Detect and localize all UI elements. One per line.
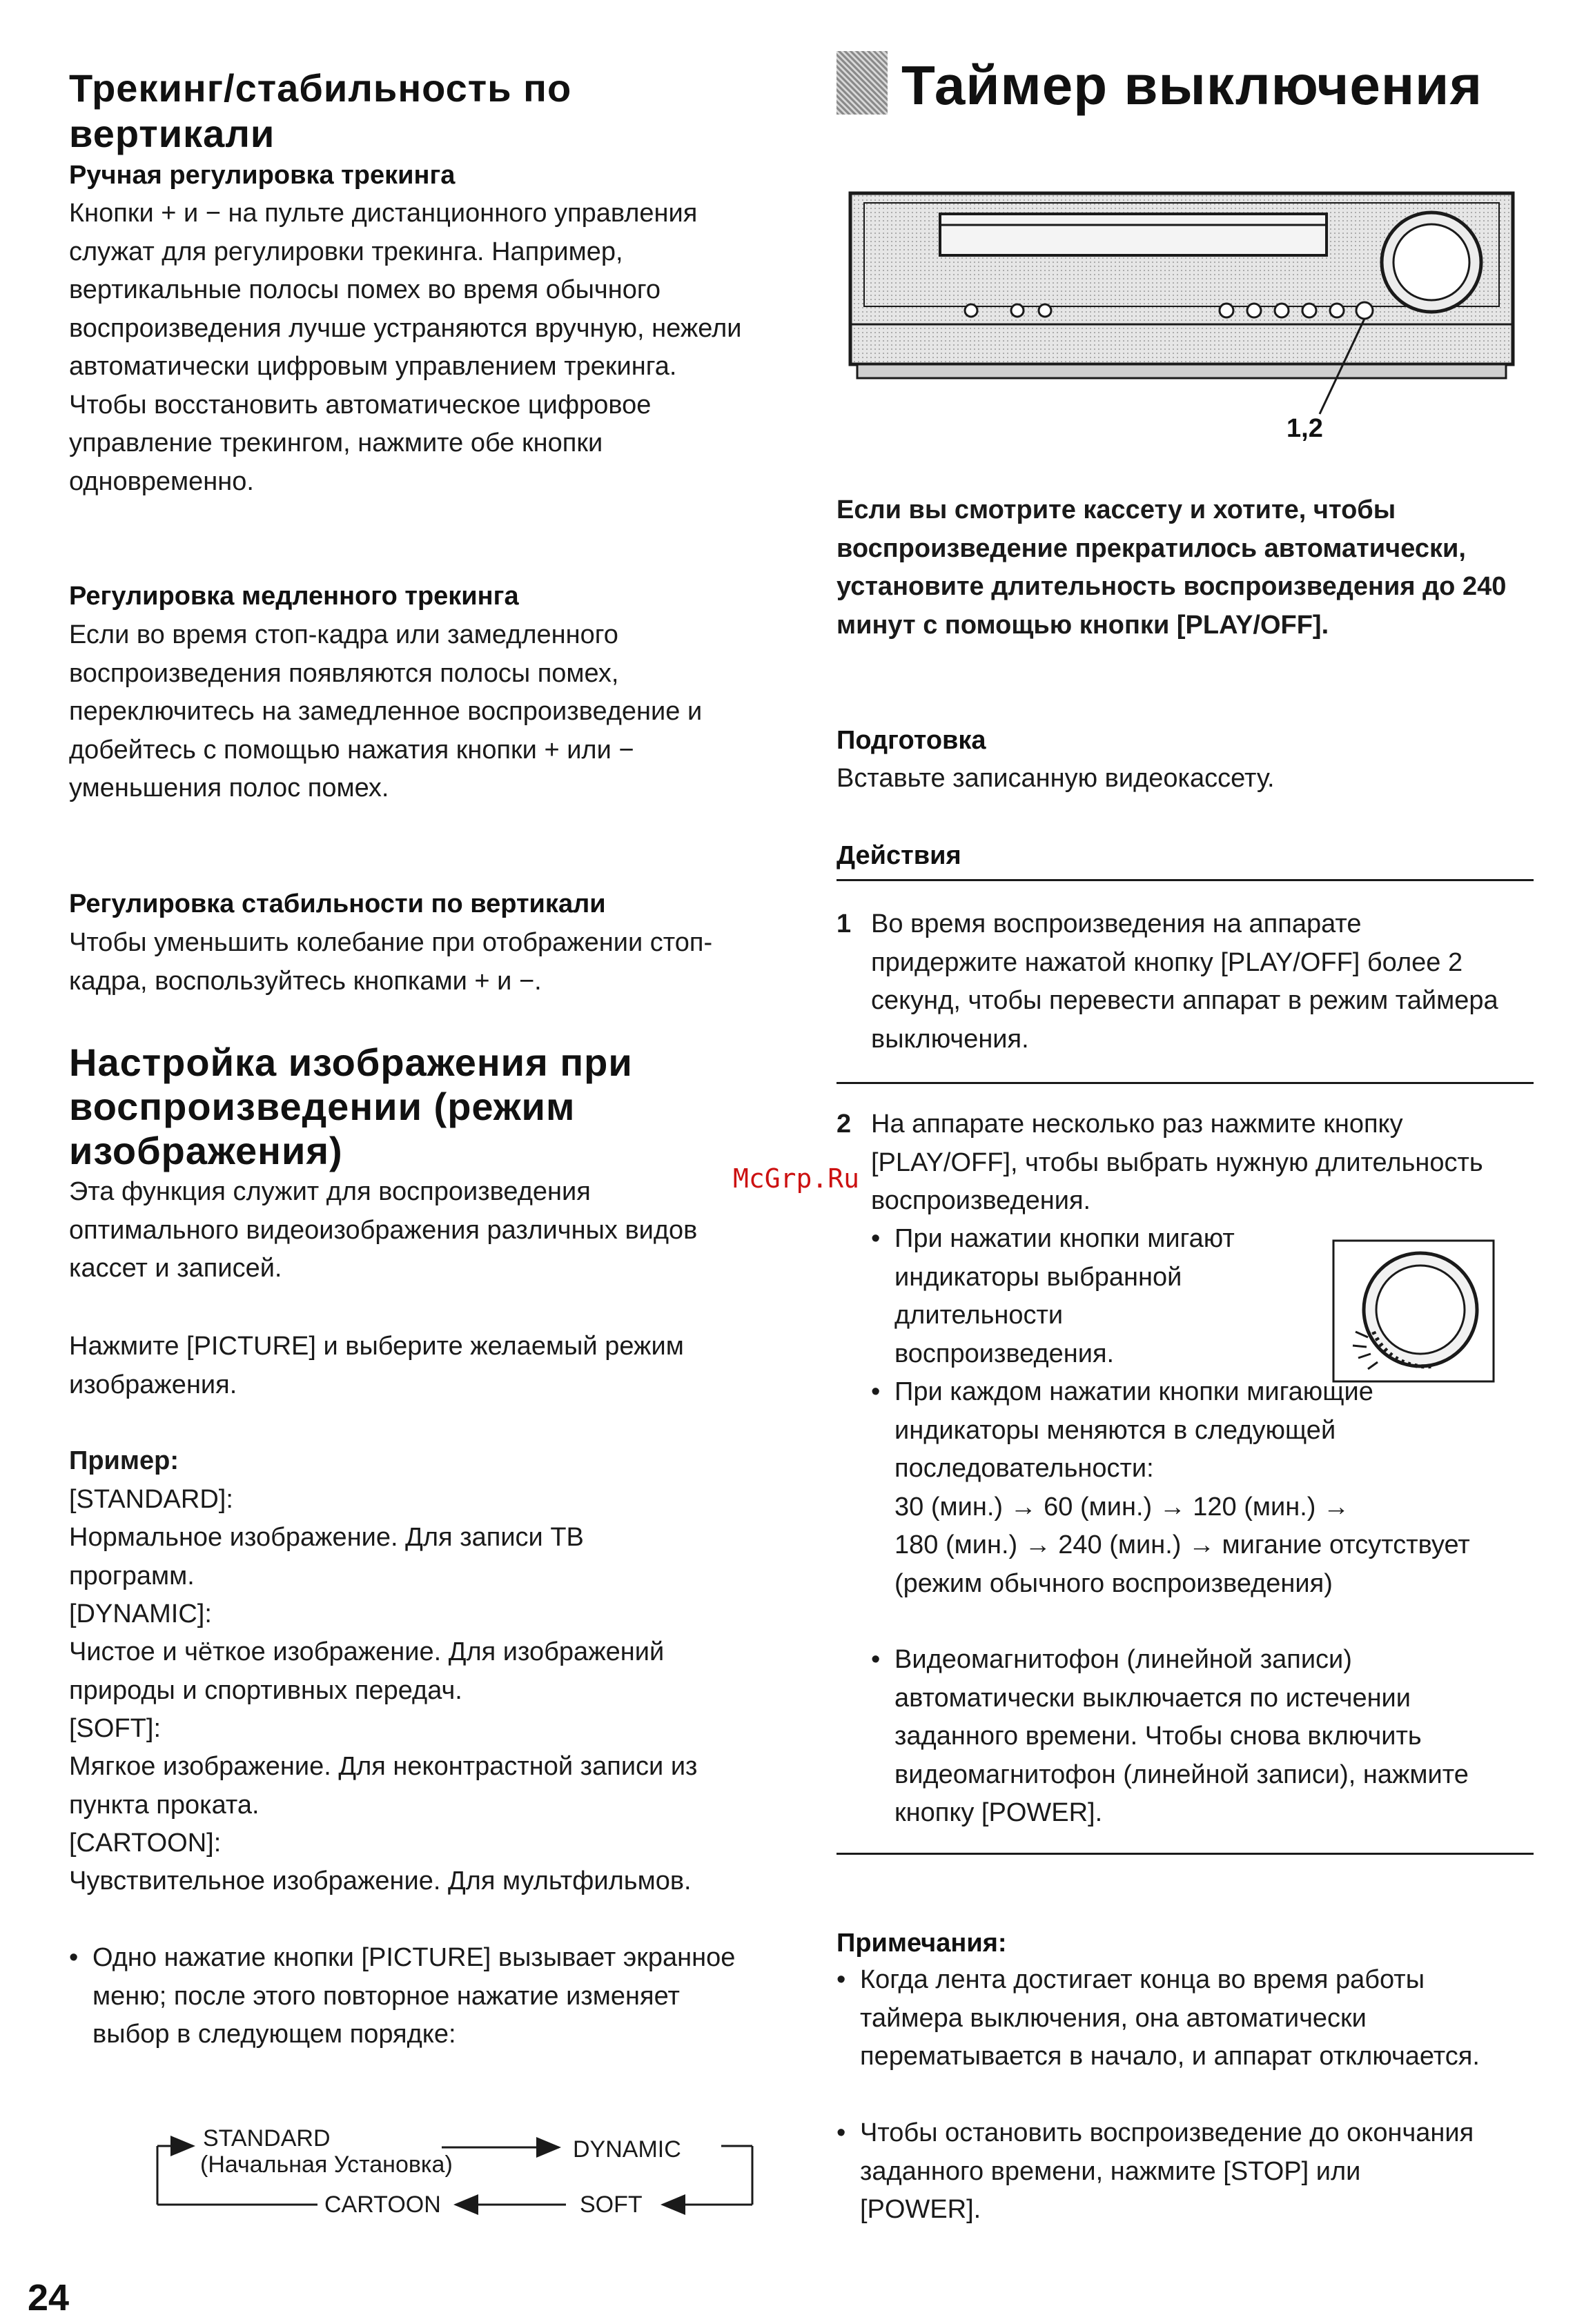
step-2-bullet-1-text: При нажатии кнопки мигают индикаторы выбранной длительности воспроизведения. (894, 1224, 1235, 1368)
note-bullet (837, 1961, 1534, 2120)
timer-heading: Таймер выключения (901, 55, 1483, 116)
bullet-dot: • (871, 1224, 881, 1253)
cassette-slot (940, 214, 1327, 255)
mode-cartoon-desc: Чувствительное изображение. Для мультфильмов. (69, 1867, 692, 1895)
slow-tracking-text: Если во время стоп-кадра или замедленного воспроизведения появляются полосы помех, переключитесь на замедленное воспроизведение и добейтесь с помощью нажатия кнопки + или − уменьшения полос помех. (69, 620, 703, 802)
picture-mode-intro: Эта функция служит для воспроизведения оптимального видеоизображения различных видов кассет и записей. (69, 1177, 698, 1283)
vcr-button (1302, 304, 1316, 317)
mode-standard-name: [STANDARD]: (69, 1485, 233, 1514)
bullet-dot: • (69, 1943, 79, 1972)
actions-title: Действия (837, 841, 961, 870)
mode-soft-desc: Мягкое изображение. Для неконтрастной записи из пункта проката. (69, 1752, 698, 1820)
bullet-dot: • (837, 2118, 846, 2147)
cycle-initial: (Начальная Установка) (200, 2151, 453, 2178)
step-2-bullet-3-text: Видеомагнитофон (линейной записи) автоматически выключается по истечении заданного времени. Чтобы снова включить видеомагнитофон (линейной записи), нажмите кнопку [POWER]. (894, 1645, 1469, 1827)
vcr-button (965, 304, 977, 317)
note-bullet (837, 2114, 1534, 2238)
mode-dynamic-desc: Чистое и чёткое изображение. Для изображений природы и спортивных передач. (69, 1637, 665, 1705)
play-off-button (1356, 302, 1373, 319)
timer-intro: Если вы смотрите кассету и хотите, чтобы воспроизведение прекратилось автоматически, установите длительность воспроизведения до 240 минут с помощью кнопки [PLAY/OFF]. (837, 495, 1507, 640)
vertical-stability-text: Чтобы уменьшить колебание при отображении стоп-кадра, воспользуйтесь кнопками + и −. (69, 928, 713, 996)
mode-standard-desc: Нормальное изображение. Для записи ТВ программ. (69, 1523, 584, 1591)
vcr-button (1220, 304, 1233, 317)
cycle-soft: SOFT (580, 2192, 643, 2218)
divider (837, 879, 1534, 881)
cycle-standard: STANDARD (203, 2125, 331, 2151)
step-2-number: 2 (837, 1110, 852, 1139)
page-number: 24 (28, 2277, 70, 2318)
step-1-number: 1 (837, 909, 852, 938)
example-label: Пример: (69, 1446, 179, 1475)
step-2-bullet (871, 1220, 1285, 1372)
step-2-bullet (871, 1373, 1534, 1649)
picture-mode-heading: Настройка изображения при воспроизведении (режим изображения) (69, 1041, 633, 1172)
prep-title: Подготовка (837, 726, 986, 755)
step-2-text: На аппарате несколько раз нажмите кнопку [PLAY/OFF], чтобы выбрать нужную длительность воспроизведения. (871, 1110, 1483, 1215)
step-2-bullet (871, 1641, 1534, 1827)
mode-soft-name: [SOFT]: (69, 1714, 161, 1743)
vcr-button (1011, 304, 1024, 317)
watermark: McGrp.Ru (733, 1163, 860, 1194)
bullet-dot: • (837, 1965, 846, 1994)
vertical-stability-title: Регулировка стабильности по вертикали (69, 889, 606, 918)
cycle-cartoon: CARTOON (324, 2192, 441, 2218)
picture-bullet (69, 1939, 766, 2098)
mode-cartoon-name: [CARTOON]: (69, 1829, 222, 1858)
note-1-text: Когда лента достигает конца во время работы таймера выключения, она автоматически перематывается в начало, и аппарат отключается. (860, 1965, 1480, 2071)
picture-mode-press: Нажмите [PICTURE] и выберите желаемый режим изображения. (69, 1332, 684, 1399)
note-2-text: Чтобы остановить воспроизведение до окончания заданного времени, нажмите [STOP] или [POWER]. (860, 2118, 1474, 2224)
step-2-bullet-2-text: При каждом нажатии кнопки мигающие индикаторы меняются в следующей последовательности: 30 (мин.) → 60 (мин.) → 120 (мин.) → 180 (мин.) → 240 (мин.) → мигание отсутствует (режим обычного воспроизведения) (894, 1377, 1470, 1598)
picture-cycle-diagram (152, 2118, 766, 2222)
picture-bullet-text: Одно нажатие кнопки [PICTURE] вызывает экранное меню; после этого повторное нажатие изменяет выбор в следующем порядке: (92, 1943, 736, 2049)
slow-tracking-title: Регулировка медленного трекинга (69, 582, 519, 611)
vcr-button (1330, 304, 1344, 317)
divider (837, 1082, 1534, 1084)
figure-label: 1,2 (1287, 414, 1323, 443)
dial-illustration (1328, 1235, 1507, 1394)
cycle-dynamic: DYNAMIC (573, 2136, 681, 2163)
heading-marker (837, 51, 888, 115)
bullet-dot: • (871, 1645, 881, 1674)
vcr-button (1275, 304, 1289, 317)
manual-tracking-title: Ручная регулировка трекинга (69, 161, 456, 190)
bullet-dot: • (871, 1377, 881, 1406)
divider (837, 1853, 1534, 1855)
vcr-illustration (837, 186, 1534, 449)
mode-dynamic-name: [DYNAMIC]: (69, 1599, 212, 1628)
tracking-heading: Трекинг/стабильность по вертикали (69, 66, 572, 155)
step-1-text: Во время воспроизведения на аппарате придержите нажатой кнопку [PLAY/OFF] более 2 секунд, чтобы перевести аппарат в режим таймера выключения. (871, 909, 1498, 1054)
manual-tracking-text: Кнопки + и − на пульте дистанционного управления служат для регулировки трекинга. Например, вертикальные полосы помех во время обычного воспроизведения лучше устраняются вручную, нежели автоматически цифровым управлением трекинга. Чтобы восстановить автоматическое цифровое управление трекингом, нажмите обе кнопки одновременно. (69, 199, 742, 496)
vcr-button (1039, 304, 1051, 317)
notes-title: Примечания: (837, 1929, 1007, 1958)
prep-text: Вставьте записанную видеокассету. (837, 764, 1275, 793)
vcr-button (1247, 304, 1261, 317)
